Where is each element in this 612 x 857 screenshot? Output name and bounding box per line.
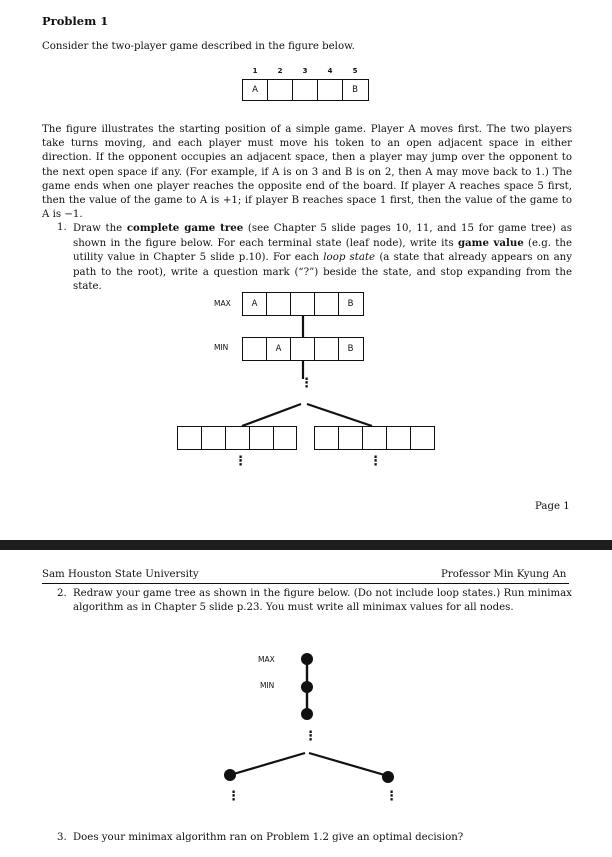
page-number: Page 1 (535, 501, 570, 512)
tree-edge (230, 753, 305, 775)
board-cell: A (243, 80, 268, 100)
page-2 (0, 550, 612, 857)
q1-text: (a state that already appears on any path to the root), write a question mark (“?”) beside the state, and stop expanding from the state. (73, 252, 572, 292)
board-cell (387, 427, 411, 449)
game-description: The figure illustrates the starting position of a simple game. Player A moves first. The two players take turns moving, and each player must move his token to an open adjacent space in either direction. If the opponent occupies an adjacent space, then a player may jump over the opponent to the next open space if any. (For example, if A is on 3 and B is on 2, then A may move back to 1.) The game ends when one player reaches the opposite end of the board. If player A reaches space 5 first, then the value of the game to A is +1; if player B reaches space 1 first, then the value of the game to A is −1. (42, 124, 572, 221)
board-cell (315, 427, 339, 449)
leaf-node-right (382, 771, 394, 783)
header-left: Sam Houston State University (42, 569, 199, 580)
board-cell (339, 427, 363, 449)
board-cell: B (347, 344, 354, 354)
page-divider (0, 540, 612, 550)
intro-text: Consider the two-player game described in the figure below. (42, 41, 355, 52)
tree-edge (242, 404, 301, 426)
q1-text: (e.g. the utility value in Chapter 5 slide p.10). For each (73, 238, 572, 264)
board-cell (202, 427, 226, 449)
question-3-body: Does your minimax algorithm ran on Problem 1.2 give an optimal decision? (73, 832, 464, 843)
q1-bold-term: game value (457, 237, 524, 250)
q1-bold-term: complete game tree (126, 222, 244, 234)
min-label: MIN (214, 343, 229, 352)
board-cell: A (267, 338, 291, 360)
question-number: 3. (57, 832, 67, 843)
board-cell (363, 427, 387, 449)
max-node (301, 653, 313, 665)
ellipsis: ⋮ (300, 376, 313, 391)
q1-text: Draw the (73, 223, 127, 234)
max-label: MAX (258, 655, 275, 664)
board-cell (274, 427, 295, 449)
ellipsis: ⋮ (234, 454, 247, 469)
header-right: Professor Min Kyung An (441, 569, 567, 580)
leaf-node-left (224, 769, 236, 781)
board-cell (411, 427, 433, 449)
board-number: 3 (302, 67, 308, 75)
tree-edge (309, 753, 388, 776)
tree2-graph (0, 550, 612, 857)
board-number: 1 (252, 67, 258, 75)
min-label: MIN (260, 681, 275, 690)
board-number: 5 (352, 67, 358, 75)
tree-edge (307, 404, 372, 426)
max-label: MAX (214, 299, 231, 308)
leaf-board-left (177, 426, 297, 450)
board-cell: B (347, 299, 354, 309)
board-cell (226, 427, 250, 449)
ellipsis: ⋮ (369, 454, 382, 469)
question-2-body: Redraw your game tree as shown in the figure below. (Do not include loop states.) Run minimax algorithm as in Chapter 5 slide p.23. You must write all minimax values for all nodes. (73, 588, 572, 614)
q1-text: (see Chapter 5 slide pages 10, 11, and 15 for game tree) as shown in the figure below. For each terminal state (leaf node), write its (73, 223, 572, 250)
ellipsis: ⋮ (304, 729, 317, 744)
min-node (301, 681, 313, 693)
tree-node (301, 708, 313, 720)
board-cell: B (352, 85, 358, 95)
problem-title: Problem 1 (42, 14, 109, 28)
board-cell (250, 427, 274, 449)
q1-italic-term: loop state (323, 252, 376, 264)
board-cell (178, 427, 202, 449)
ellipsis: ⋮ (385, 789, 398, 804)
board-number: 2 (277, 67, 283, 75)
ellipsis: ⋮ (227, 789, 240, 804)
question-3 (58, 831, 572, 845)
board-number: 4 (327, 67, 333, 75)
question-number: 1. (57, 222, 67, 233)
question-number: 2. (57, 588, 67, 599)
board-cell: A (243, 293, 267, 315)
leaf-board-right (314, 426, 435, 450)
